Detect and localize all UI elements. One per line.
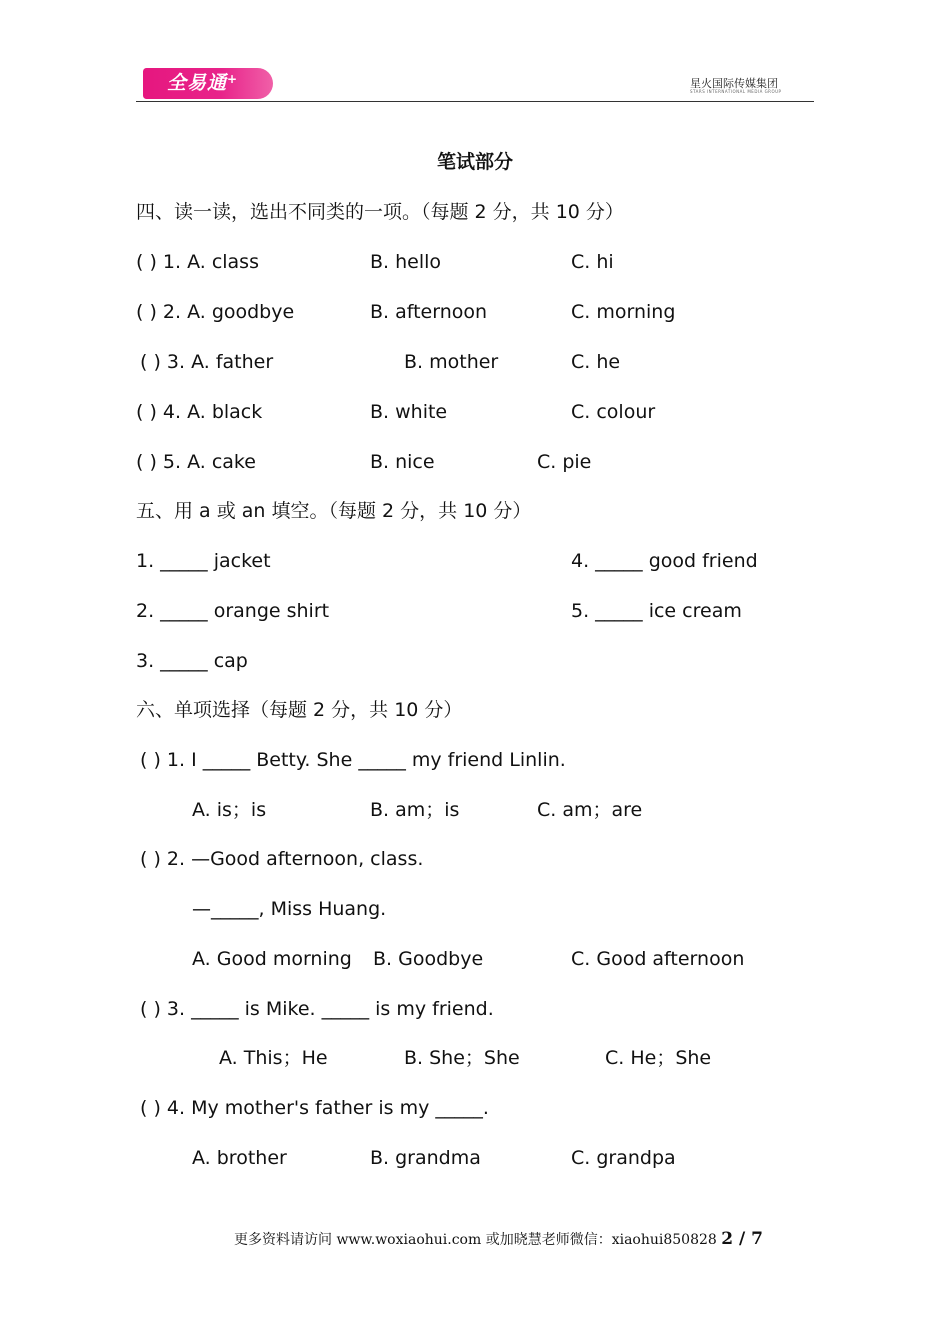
- s4-q4-c: C. colour: [571, 401, 656, 423]
- s4-q2-c: C. morning: [571, 301, 676, 323]
- brand-subtitle: STARS INTERNATIONAL MEDIA GROUP: [690, 89, 782, 94]
- s4-q2: ( ) 2. A. goodbye: [136, 301, 295, 323]
- s6-q2-b: B. Goodbye: [373, 948, 484, 970]
- s5-item1: 1. _____ jacket: [136, 550, 271, 572]
- s6-q3-a: A. This；He: [219, 1047, 328, 1069]
- page-title: 笔试部分: [437, 151, 514, 173]
- s4-q4: ( ) 4. A. black: [136, 401, 263, 423]
- s4-q1-b: B. hello: [370, 251, 442, 273]
- s6-q3-b: B. She；She: [404, 1047, 520, 1069]
- s5-item5: 5. _____ ice cream: [571, 600, 742, 622]
- s4-q3-b: B. mother: [404, 351, 499, 373]
- s6-q4-a: A. brother: [192, 1147, 287, 1169]
- footer-text: 更多资料请访问 www.woxiaohui.com 或加晓慧老师微信：xiaohui850828: [234, 1232, 722, 1248]
- s5-item4: 4. _____ good friend: [571, 550, 758, 572]
- s6-q3-stem: ( ) 3. _____ is Mike. _____ is my friend.: [140, 998, 494, 1020]
- section4-heading: 四、读一读，选出不同类的一项。（每题 2 分，共 10 分）: [136, 201, 624, 223]
- s6-q2-c: C. Good afternoon: [571, 948, 745, 970]
- section5-heading: 五、用 a 或 an 填空。（每题 2 分，共 10 分）: [136, 500, 532, 522]
- s4-q3-c: C. he: [571, 351, 621, 373]
- s6-q2-line2: —_____, Miss Huang.: [192, 898, 387, 920]
- s6-q3-c: C. He；She: [605, 1047, 712, 1069]
- s4-q5: ( ) 5. A. cake: [136, 451, 256, 473]
- s6-q4-b: B. grandma: [370, 1147, 481, 1169]
- s5-item3: 3. _____ cap: [136, 650, 248, 672]
- s6-q2-stem: ( ) 2. —Good afternoon, class.: [140, 848, 424, 870]
- s4-q2-b: B. afternoon: [370, 301, 488, 323]
- s6-q2-a: A. Good morning: [192, 948, 352, 970]
- section6-heading: 六、单项选择（每题 2 分，共 10 分）: [136, 699, 463, 721]
- logo: 全易通+: [143, 68, 273, 99]
- page-number: 2 / 7: [721, 1229, 763, 1249]
- s6-q1-c: C. am；are: [537, 799, 643, 821]
- s4-q5-c: C. pie: [537, 451, 592, 473]
- brand-name: 星火国际传媒集团: [690, 77, 778, 90]
- s5-item2: 2. _____ orange shirt: [136, 600, 330, 622]
- s6-q1-stem: ( ) 1. I _____ Betty. She _____ my friend Linlin.: [140, 749, 566, 771]
- s6-q1-b: B. am；is: [370, 799, 460, 821]
- footer: [234, 1229, 763, 1249]
- s4-q1: ( ) 1. A. class: [136, 251, 259, 273]
- s4-q5-b: B. nice: [370, 451, 435, 473]
- s4-q4-b: B. white: [370, 401, 448, 423]
- s6-q4-stem: ( ) 4. My mother's father is my _____.: [140, 1097, 489, 1119]
- s4-q1-c: C. hi: [571, 251, 614, 273]
- s6-q1-a: A. is；is: [192, 799, 267, 821]
- s6-q4-c: C. grandpa: [571, 1147, 676, 1169]
- header-divider: [136, 101, 814, 102]
- s4-q3: ( ) 3. A. father: [140, 351, 274, 373]
